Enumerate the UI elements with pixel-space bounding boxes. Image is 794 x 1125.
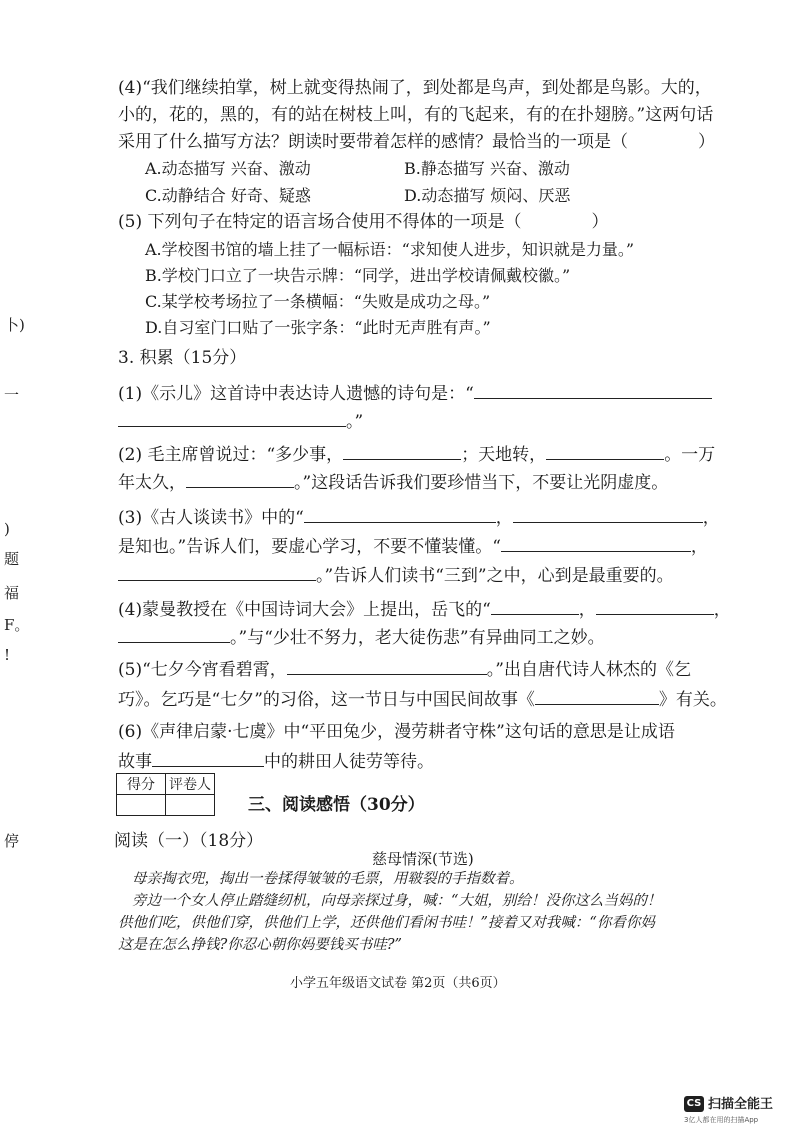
margin-fragment: !: [4, 646, 11, 664]
score-table: [116, 773, 215, 816]
scanner-logo-icon: CS: [684, 1096, 704, 1112]
q3-item-2-line-2: 年太久， 。”这段话告诉我们要珍惜当下，不要让光阴虚度。: [118, 469, 668, 497]
q4-option-b: B.静态描写 兴奋、激动: [404, 159, 570, 178]
scanner-tagline: 3亿人都在用的扫描App: [684, 1116, 759, 1124]
q3-item-3-line-3: 。”告诉人们读书“三到”之中，心到是最重要的。: [118, 562, 674, 590]
fill-blank[interactable]: [491, 596, 579, 615]
fill-blank[interactable]: [343, 441, 461, 460]
q3-item-5-line-2: 巧》。乞巧是“七夕”的习俗，这一节日与中国民间故事《 》有关。: [118, 686, 727, 714]
q3-item-6-line-2: 故事 中的耕田人徒劳等待。: [118, 748, 434, 776]
fill-blank[interactable]: [118, 624, 230, 643]
q5-option-c: C.某学校考场拉了一条横幅：“失败是成功之母。”: [145, 292, 491, 311]
margin-fragment: F。: [4, 616, 30, 634]
grader-header: 评卷人: [166, 774, 215, 795]
q3-item-5-line-1: (5)“七夕今宵看碧霄， 。”出自唐代诗人林杰的《乞: [118, 656, 691, 684]
q4-line-2: 小的，花的，黑的，有的站在树枝上叫，有的飞起来，有的在扑翅膀。”这两句话: [118, 105, 714, 125]
q3-item-4-line-2: 。”与“少壮不努力，老大徒伤悲”有异曲同工之妙。: [118, 624, 605, 652]
q3-item-1-line-1: (1)《示儿》这首诗中表达诗人遗憾的诗句是：“: [118, 380, 712, 408]
section-title: 三、阅读感悟（30分）: [248, 795, 425, 815]
fill-blank[interactable]: [287, 656, 487, 675]
fill-blank[interactable]: [596, 596, 714, 615]
fill-blank[interactable]: [501, 533, 691, 552]
reading-title: 阅读（一）（18分）: [114, 831, 264, 851]
q3-item-3-line-2: 是知也。”告诉人们，要虚心学习，不要不懂装懂。“ ，: [118, 533, 708, 561]
passage-paragraph-1: 母亲掏衣兜，掏出一卷揉得皱皱的毛票，用皲裂的手指数着。: [132, 871, 524, 887]
page-footer: 小学五年级语文试卷 第2页（共6页）: [290, 976, 506, 991]
fill-blank[interactable]: [474, 380, 712, 399]
passage-title: 慈母情深(节选): [372, 850, 474, 868]
q4-option-d: D.动态描写 烦闷、厌恶: [404, 186, 571, 205]
q4-line-3: 采用了什么描写方法？朗读时要带着怎样的感情？最恰当的一项是（ ）: [118, 132, 715, 152]
fill-blank[interactable]: [152, 748, 264, 767]
q5-stem: (5) 下列句子在特定的语言场合使用不得体的一项是（ ）: [118, 212, 609, 232]
margin-fragment: 一: [4, 386, 20, 404]
scanner-name: 扫描全能王: [708, 1097, 774, 1112]
fill-blank[interactable]: [186, 469, 294, 488]
margin-fragment: 停: [4, 832, 20, 850]
fill-blank[interactable]: [535, 686, 659, 705]
fill-blank[interactable]: [304, 504, 496, 523]
score-header: 得分: [117, 774, 166, 795]
margin-fragment: 题: [4, 550, 20, 568]
q4-option-a: A.动态描写 兴奋、激动: [145, 159, 311, 178]
q4-option-c: C.动静结合 好奇、疑惑: [145, 186, 311, 205]
q5-option-d: D.自习室门口贴了一张字条：“此时无声胜有声。”: [145, 318, 491, 337]
passage-paragraph-2-line-2: 供他们吃，供他们穿，供他们上学，还供他们看闲书哇！”接着又对我喊：“你看你妈: [118, 915, 655, 931]
passage-paragraph-2-line-1: 旁边一个女人停止踏缝纫机，向母亲探过身，喊：“大姐，别给！没你这么当妈的！: [132, 893, 662, 909]
margin-fragment: 福: [4, 584, 20, 602]
q3-title: 3. 积累（15分）: [118, 348, 247, 368]
fill-blank[interactable]: [513, 504, 703, 523]
q3-item-3-line-1: (3)《古人谈读书》中的“ ， ，: [118, 504, 720, 532]
margin-fragment: 卜): [4, 316, 25, 334]
fill-blank[interactable]: [118, 562, 316, 581]
q3-item-1-line-2: 。”: [118, 408, 363, 436]
fill-blank[interactable]: [546, 441, 664, 460]
margin-fragment: ): [4, 520, 10, 538]
q3-item-4-line-1: (4)蒙曼教授在《中国诗词大会》上提出，岳飞的“ ， ，: [118, 596, 731, 624]
score-cell[interactable]: [117, 795, 166, 816]
q3-item-2-line-1: (2) 毛主席曾说过：“多少事， ；天地转， 。一万: [118, 441, 715, 469]
passage-paragraph-2-line-3: 这是在怎么挣钱?你忍心朝你妈要钱买书哇?”: [118, 937, 402, 953]
grader-cell[interactable]: [166, 795, 215, 816]
q5-option-a: A.学校图书馆的墙上挂了一幅标语：“求知使人进步，知识就是力量。”: [145, 240, 635, 259]
fill-blank[interactable]: [118, 408, 346, 427]
q3-item-6-line-1: (6)《声律启蒙·七虞》中“平田兔少，漫劳耕者守株”这句话的意思是让成语: [118, 722, 675, 742]
q4-line-1: (4)“我们继续拍掌，树上就变得热闹了，到处都是鸟声，到处都是鸟影。大的，: [118, 78, 712, 98]
q5-option-b: B.学校门口立了一块告示牌：“同学，进出学校请佩戴校徽。”: [145, 266, 571, 285]
